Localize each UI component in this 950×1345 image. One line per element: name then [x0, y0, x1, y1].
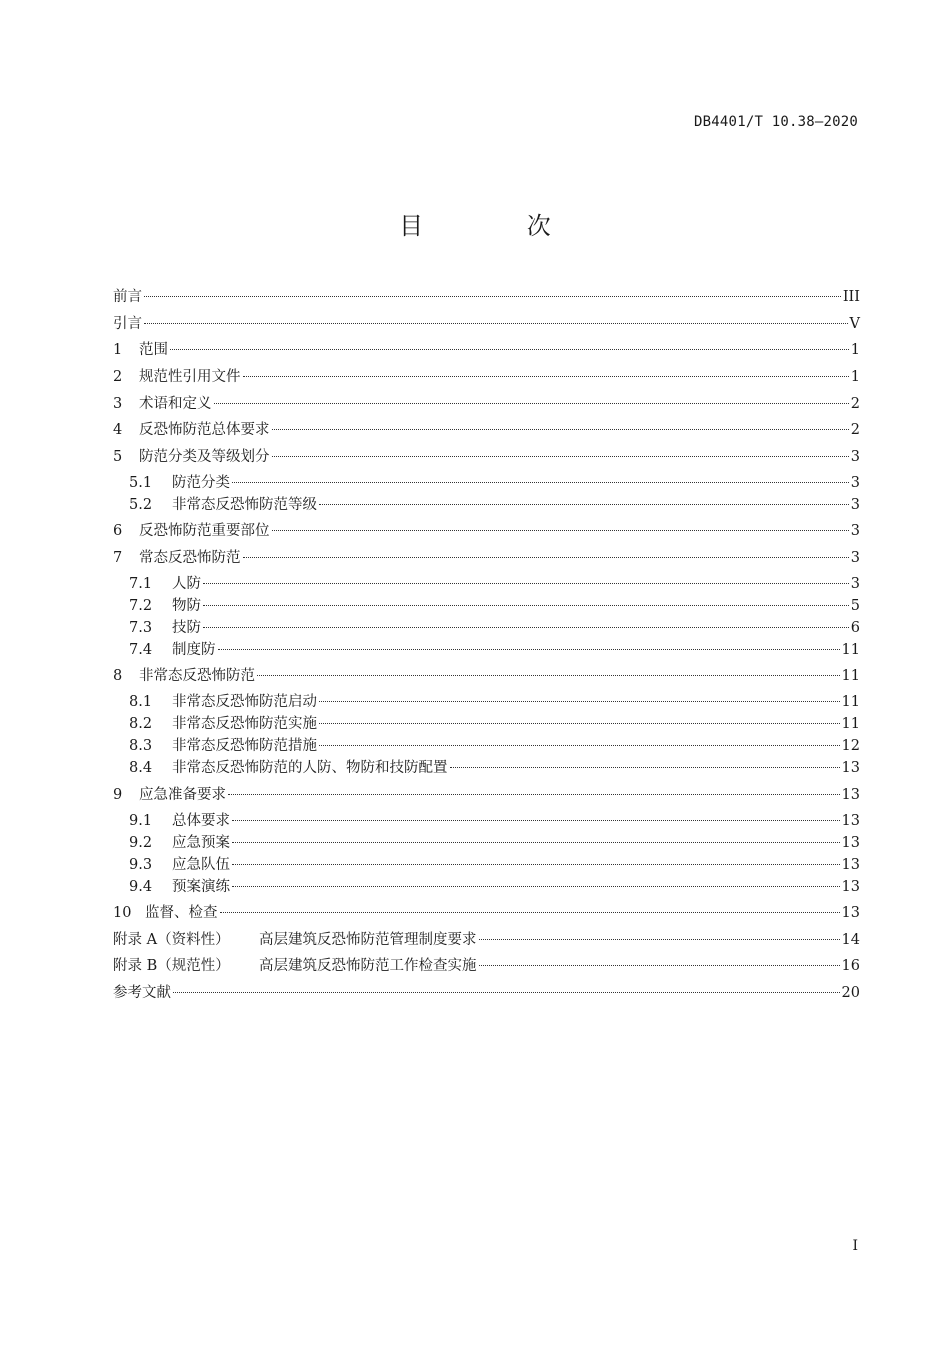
toc-entry-5-1[interactable]: [129, 473, 860, 493]
toc-entry-page: 13: [841, 905, 860, 921]
toc-entry-number: 3: [113, 396, 123, 412]
toc-entry-page: 14: [841, 932, 860, 948]
toc-entry-page: 13: [841, 813, 860, 829]
toc-entry-number: 附录 B（规范性）: [113, 958, 230, 974]
dot-leader: [319, 504, 849, 505]
dot-leader: [203, 605, 849, 606]
toc-entry-page: 13: [841, 879, 860, 895]
dot-leader: [272, 456, 849, 457]
toc-entry-page: III: [842, 289, 860, 305]
toc-entry-label: 总体要求: [172, 813, 230, 829]
toc-entry-page: 11: [841, 694, 860, 710]
toc-entry-label: 常态反恐怖防范: [139, 550, 241, 566]
toc-entry-label: 反恐怖防范总体要求: [139, 422, 270, 438]
toc-entry-annex-a[interactable]: [113, 930, 860, 950]
toc-entry-8-4[interactable]: [129, 758, 860, 778]
toc-entry-number: 9.3: [129, 857, 153, 873]
dot-leader: [173, 992, 840, 993]
dot-leader: [450, 767, 840, 768]
dot-leader: [170, 349, 849, 350]
toc-entry-page: 20: [841, 985, 860, 1001]
toc-entry-annex-b[interactable]: [113, 956, 860, 976]
toc-entry-label: 预案演练: [172, 879, 230, 895]
dot-leader: [232, 886, 840, 887]
dot-leader: [232, 482, 849, 483]
toc-entry-introduction[interactable]: [113, 314, 860, 334]
dot-leader: [272, 530, 849, 531]
toc-entry-page: 2: [850, 422, 860, 438]
dot-leader: [144, 296, 841, 297]
toc-entry-page: V: [849, 316, 860, 332]
dot-leader: [232, 842, 840, 843]
toc-entry-number: 7.1: [129, 576, 153, 592]
toc-entry-number: 4: [113, 422, 123, 438]
toc-entry-number: 9: [113, 787, 123, 803]
dot-leader: [203, 583, 849, 584]
toc-entry-page: 3: [850, 523, 860, 539]
toc-entry-10[interactable]: [113, 903, 860, 923]
toc-entry-5[interactable]: [113, 447, 860, 467]
toc-entry-number: 8.4: [129, 760, 153, 776]
toc-entry-page: 12: [841, 738, 860, 754]
toc-entry-number: 9.4: [129, 879, 153, 895]
toc-entry-label: 前言: [113, 289, 142, 305]
toc-entry-number: 5: [113, 449, 123, 465]
toc-entry-bibliography[interactable]: [113, 983, 860, 1003]
toc-entry-number: 9.1: [129, 813, 153, 829]
toc-entry-number: 7: [113, 550, 123, 566]
toc-entry-label: 非常态反恐怖防范: [139, 668, 255, 684]
dot-leader: [218, 649, 840, 650]
toc-entry-foreword[interactable]: [113, 287, 860, 307]
page-title: 目 次: [399, 212, 599, 240]
dot-leader: [220, 912, 840, 913]
dot-leader: [319, 701, 840, 702]
toc-entry-label: 非常态反恐怖防范的人防、物防和技防配置: [172, 760, 448, 776]
dot-leader: [228, 794, 840, 795]
toc-entry-label: 规范性引用文件: [139, 369, 241, 385]
toc-entry-label: 范围: [139, 342, 168, 358]
toc-entry-7-2[interactable]: [129, 596, 860, 616]
toc-entry-7-1[interactable]: [129, 574, 860, 594]
toc-entry-8-1[interactable]: [129, 692, 860, 712]
toc-entry-label: 人防: [172, 576, 201, 592]
toc-entry-9-4[interactable]: [129, 877, 860, 897]
toc-entry-label: 非常态反恐怖防范等级: [172, 497, 317, 513]
toc-entry-label: 应急预案: [172, 835, 230, 851]
dot-leader: [319, 723, 840, 724]
toc-entry-number: 2: [113, 369, 123, 385]
toc-entry-label: 高层建筑反恐怖防范工作检查实施: [259, 958, 477, 974]
toc-entry-9[interactable]: [113, 785, 860, 805]
toc-entry-page: 13: [841, 857, 860, 873]
toc-entry-9-3[interactable]: [129, 855, 860, 875]
toc-entry-label: 术语和定义: [139, 396, 212, 412]
toc-entry-label: 防范分类: [172, 475, 230, 491]
toc-entry-number: 8.3: [129, 738, 153, 754]
toc-entry-page: 3: [850, 497, 860, 513]
toc-entry-9-2[interactable]: [129, 833, 860, 853]
toc-entry-page: 16: [841, 958, 860, 974]
table-of-contents: [113, 0, 860, 1345]
toc-entry-number: 5.2: [129, 497, 153, 513]
toc-entry-page: 11: [841, 716, 860, 732]
toc-entry-page: 13: [841, 787, 860, 803]
toc-entry-7-3[interactable]: [129, 618, 860, 638]
toc-entry-7[interactable]: [113, 548, 860, 568]
toc-entry-number: 8.2: [129, 716, 153, 732]
document-code: DB4401/T 10.38—2020: [694, 114, 858, 130]
toc-entry-page: 1: [850, 369, 860, 385]
toc-entry-label: 技防: [172, 620, 201, 636]
dot-leader: [203, 627, 849, 628]
toc-entry-page: 3: [850, 550, 860, 566]
toc-entry-page: 11: [841, 668, 860, 684]
toc-entry-1[interactable]: [113, 340, 860, 360]
toc-entry-page: 6: [850, 620, 860, 636]
toc-entry-number: 10: [113, 905, 132, 921]
toc-entry-8-2[interactable]: [129, 714, 860, 734]
page-number: I: [852, 1238, 858, 1254]
toc-entry-7-4[interactable]: [129, 640, 860, 660]
toc-entry-3[interactable]: [113, 394, 860, 414]
toc-entry-2[interactable]: [113, 367, 860, 387]
toc-entry-page: 3: [850, 475, 860, 491]
dot-leader: [243, 557, 849, 558]
toc-entry-number: 9.2: [129, 835, 153, 851]
dot-leader: [232, 820, 840, 821]
dot-leader: [479, 939, 840, 940]
toc-entry-number: 7.2: [129, 598, 153, 614]
toc-entry-8[interactable]: [113, 666, 860, 686]
toc-entry-number: 6: [113, 523, 123, 539]
toc-entry-label: 非常态反恐怖防范实施: [172, 716, 317, 732]
toc-entry-label: 监督、检查: [145, 905, 218, 921]
toc-entry-label: 应急准备要求: [139, 787, 226, 803]
toc-entry-page: 1: [850, 342, 860, 358]
toc-entry-number: 1: [113, 342, 123, 358]
toc-entry-number: 8: [113, 668, 123, 684]
dot-leader: [319, 745, 840, 746]
toc-entry-6[interactable]: [113, 521, 860, 541]
toc-entry-label: 物防: [172, 598, 201, 614]
toc-entry-4[interactable]: [113, 420, 860, 440]
dot-leader: [479, 965, 840, 966]
toc-entry-5-2[interactable]: [129, 495, 860, 515]
dot-leader: [257, 675, 840, 676]
toc-entry-number: 7.3: [129, 620, 153, 636]
dot-leader: [232, 864, 840, 865]
dot-leader: [214, 403, 849, 404]
toc-entry-page: 11: [841, 642, 860, 658]
toc-entry-page: 13: [841, 835, 860, 851]
toc-entry-8-3[interactable]: [129, 736, 860, 756]
toc-entry-label: 非常态反恐怖防范启动: [172, 694, 317, 710]
toc-entry-number: 8.1: [129, 694, 153, 710]
toc-entry-label: 反恐怖防范重要部位: [139, 523, 270, 539]
toc-entry-number: 附录 A（资料性）: [113, 932, 230, 948]
toc-entry-label: 应急队伍: [172, 857, 230, 873]
toc-entry-label: 非常态反恐怖防范措施: [172, 738, 317, 754]
dot-leader: [272, 429, 849, 430]
dot-leader: [243, 376, 849, 377]
toc-entry-page: 2: [850, 396, 860, 412]
toc-entry-page: 5: [850, 598, 860, 614]
toc-entry-label: 参考文献: [113, 985, 171, 1001]
toc-entry-page: 3: [850, 576, 860, 592]
toc-entry-label: 高层建筑反恐怖防范管理制度要求: [259, 932, 477, 948]
toc-entry-number: 5.1: [129, 475, 153, 491]
toc-entry-page: 13: [841, 760, 860, 776]
toc-entry-number: 7.4: [129, 642, 153, 658]
toc-entry-label: 防范分类及等级划分: [139, 449, 270, 465]
toc-entry-label: 制度防: [172, 642, 216, 658]
toc-entry-label: 引言: [113, 316, 142, 332]
toc-entry-page: 3: [850, 449, 860, 465]
dot-leader: [144, 323, 848, 324]
toc-entry-9-1[interactable]: [129, 811, 860, 831]
